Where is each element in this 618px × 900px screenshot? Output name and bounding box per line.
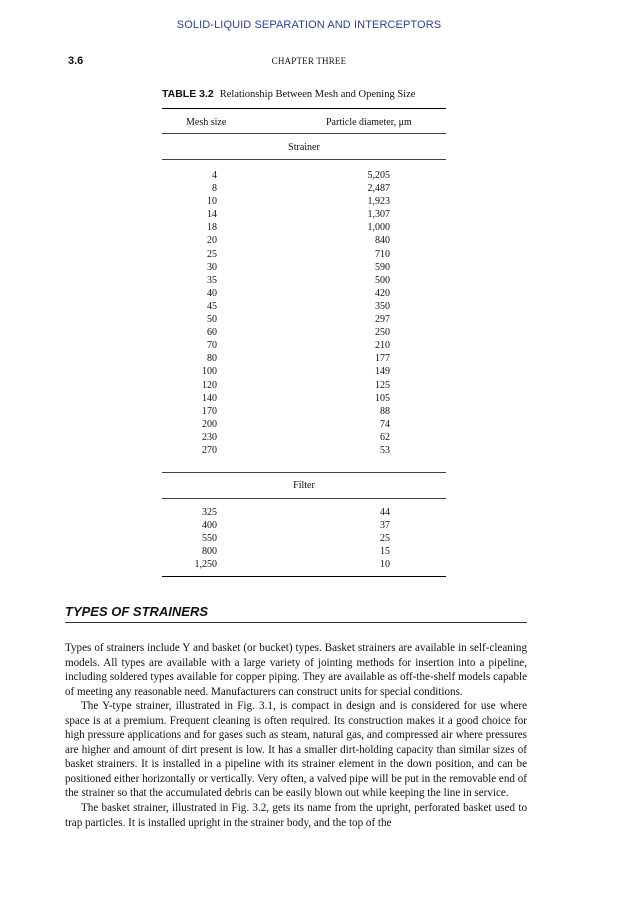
table-label: TABLE 3.2	[162, 88, 214, 100]
table-row	[162, 405, 446, 418]
table-row	[162, 208, 446, 221]
particle-diameter-cell: 177	[375, 353, 390, 365]
mesh-size-cell: 20	[207, 235, 217, 247]
table-row	[162, 519, 446, 532]
table-row	[162, 365, 446, 378]
table-row	[162, 532, 446, 545]
heading-rule	[65, 622, 527, 623]
mesh-size-cell: 40	[207, 287, 217, 299]
particle-diameter-cell: 710	[375, 248, 390, 260]
mesh-size-cell: 270	[202, 444, 217, 456]
table-row	[162, 221, 446, 234]
particle-diameter-cell: 125	[375, 379, 390, 391]
section-label-strainer: Strainer	[288, 142, 320, 153]
mesh-size-cell: 14	[207, 209, 217, 221]
mesh-size-cell: 800	[202, 546, 217, 558]
table-row	[162, 261, 446, 274]
mesh-size-cell: 1,250	[194, 559, 217, 571]
mesh-size-cell: 10	[207, 196, 217, 208]
mesh-size-cell: 60	[207, 327, 217, 339]
particle-diameter-cell: 10	[380, 559, 390, 571]
particle-diameter-cell: 74	[380, 418, 390, 430]
strainer-rows	[162, 169, 446, 457]
body-text	[65, 641, 527, 830]
section-heading: TYPES OF STRAINERS	[65, 604, 209, 619]
col-header-diameter: Particle diameter, μm	[326, 117, 412, 128]
table-row	[162, 300, 446, 313]
particle-diameter-cell: 25	[380, 533, 390, 545]
particle-diameter-cell: 350	[375, 300, 390, 312]
table-row	[162, 195, 446, 208]
mesh-size-cell: 550	[202, 533, 217, 545]
particle-diameter-cell: 250	[375, 327, 390, 339]
running-head: SOLID-LIQUID SEPARATION AND INTERCEPTORS	[176, 19, 442, 31]
filter-top-rule	[162, 472, 446, 473]
particle-diameter-cell: 420	[375, 287, 390, 299]
particle-diameter-cell: 1,307	[367, 209, 390, 221]
strainer-rule	[162, 159, 446, 160]
table-title: Relationship Between Mesh and Opening Size	[219, 89, 416, 100]
particle-diameter-cell: 297	[375, 314, 390, 326]
table-row	[162, 274, 446, 287]
mesh-size-cell: 80	[207, 353, 217, 365]
table-row	[162, 545, 446, 558]
particle-diameter-cell: 37	[380, 520, 390, 532]
table-row	[162, 248, 446, 261]
table-row	[162, 444, 446, 457]
mesh-size-cell: 70	[207, 340, 217, 352]
filter-rule	[162, 498, 446, 499]
mesh-size-cell: 230	[202, 431, 217, 443]
mesh-size-cell: 200	[202, 418, 217, 430]
paragraph: The basket strainer, illustrated in Fig. 3.2, gets its name from the upright, perforated basket used to trap particles. It is installed upright in the strainer body, and the top of the	[65, 802, 527, 829]
table-bottom-rule	[162, 576, 446, 577]
table-row	[162, 431, 446, 444]
mesh-size-cell: 170	[202, 405, 217, 417]
particle-diameter-cell: 840	[375, 235, 390, 247]
particle-diameter-cell: 53	[380, 444, 390, 456]
particle-diameter-cell: 62	[380, 431, 390, 443]
particle-diameter-cell: 210	[375, 340, 390, 352]
particle-diameter-cell: 105	[375, 392, 390, 404]
mesh-size-cell: 140	[202, 392, 217, 404]
paragraph: The Y-type strainer, illustrated in Fig. 3.1, is compact in design and is considered for use where space is at a premium. Frequent cleaning is often required. Its construction makes it a good choice for high pressure applications and for gases such as steam, natural gas, and compressed air where pressures are higher and amount of dirt present is low. It has a smaller dirt-holding capacity than similar sizes of basket strainers. It is installed in a pipeline with its strainer element in the down position, and can be positioned either horizontally or vertically. Very often, a valved pipe will be put in the removable end of the strainer so that the accumulated debris can be easily blown out while keeping the line in service.	[65, 700, 527, 800]
table-row	[162, 418, 446, 431]
table-row	[162, 379, 446, 392]
table-top-rule	[162, 108, 446, 109]
mesh-size-cell: 30	[207, 261, 217, 273]
particle-diameter-cell: 590	[375, 261, 390, 273]
particle-diameter-cell: 1,000	[367, 222, 390, 234]
table-caption	[162, 88, 415, 100]
header-rule	[162, 133, 446, 134]
table-row	[162, 392, 446, 405]
filter-rows	[162, 506, 446, 571]
table-row	[162, 558, 446, 571]
table-row	[162, 506, 446, 519]
particle-diameter-cell: 44	[380, 507, 390, 518]
mesh-size-cell: 8	[212, 183, 217, 195]
mesh-size-cell: 4	[212, 170, 217, 181]
particle-diameter-cell: 1,923	[367, 196, 390, 208]
particle-diameter-cell: 5,205	[367, 170, 390, 181]
table-row	[162, 169, 446, 182]
page-number: 3.6	[68, 55, 84, 67]
mesh-size-cell: 45	[207, 300, 217, 312]
particle-diameter-cell: 88	[380, 405, 390, 417]
table-row	[162, 313, 446, 326]
mesh-size-cell: 120	[202, 379, 217, 391]
mesh-size-cell: 50	[207, 314, 217, 326]
mesh-size-cell: 100	[202, 366, 217, 378]
particle-diameter-cell: 2,487	[367, 183, 390, 195]
mesh-size-cell: 400	[202, 520, 217, 532]
table-row	[162, 182, 446, 195]
table-row	[162, 234, 446, 247]
paragraph: Types of strainers include Y and basket (or bucket) types. Basket strainers are available in self-cleaning models. All types are available with a large variety of jointing methods for insertion into a pipeline, including soldered types available for copper piping. They are available as off-the-shelf models capable of meeting any reasonable need. Manufacturers can construct units for special conditions.	[65, 642, 527, 698]
mesh-size-cell: 35	[207, 274, 217, 286]
table-row	[162, 352, 446, 365]
table-row	[162, 326, 446, 339]
col-header-mesh: Mesh size	[186, 117, 227, 128]
mesh-size-cell: 325	[202, 507, 217, 518]
table-row	[162, 287, 446, 300]
mesh-size-cell: 18	[207, 222, 217, 234]
mesh-size-cell: 25	[207, 248, 217, 260]
particle-diameter-cell: 500	[375, 274, 390, 286]
particle-diameter-cell: 15	[380, 546, 390, 558]
section-label-filter: Filter	[293, 480, 315, 491]
particle-diameter-cell: 149	[375, 366, 390, 378]
chapter-title: CHAPTER THREE	[271, 56, 347, 66]
table-row	[162, 339, 446, 352]
